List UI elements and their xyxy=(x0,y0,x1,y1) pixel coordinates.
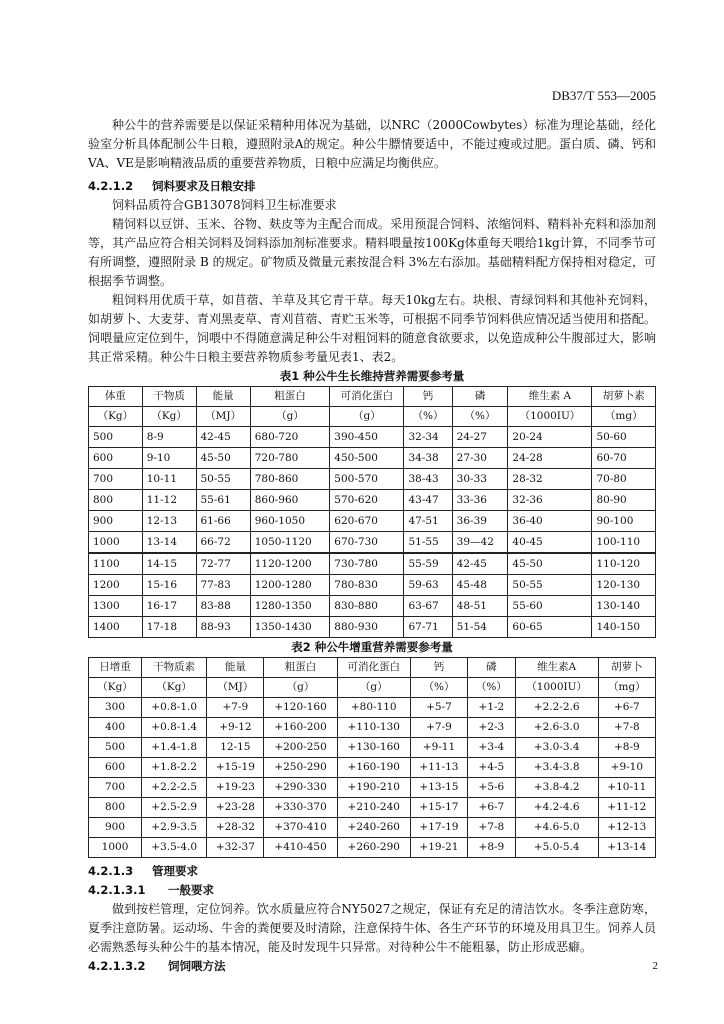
table-cell: 55-61 xyxy=(196,490,250,511)
table-cell: +13-15 xyxy=(410,778,467,798)
table-cell: 24-28 xyxy=(508,448,592,469)
heading-text: 饲料要求及日粮安排 xyxy=(152,179,256,193)
table-cell: 88-93 xyxy=(196,617,250,638)
table-cell: +410-450 xyxy=(264,838,337,858)
table-cell: +19-23 xyxy=(207,778,264,798)
table-cell: 61-66 xyxy=(196,511,250,532)
table-cell: +5-6 xyxy=(468,778,516,798)
table-cell: 20-24 xyxy=(508,427,592,448)
table-cell: 600 xyxy=(89,758,142,778)
table-cell: 800 xyxy=(89,798,142,818)
table1-header-row xyxy=(89,387,656,407)
table-cell: +6-7 xyxy=(468,798,516,818)
table-cell: +7-8 xyxy=(598,718,655,738)
table-maintenance-nutrition xyxy=(88,386,656,638)
table-cell: 130-140 xyxy=(592,596,656,617)
table-cell: +0.8-1.0 xyxy=(142,698,207,718)
table-cell: 1000 xyxy=(89,838,142,858)
column-unit: （%） xyxy=(410,678,467,698)
table-row xyxy=(89,575,656,596)
table-cell: +3-4 xyxy=(468,738,516,758)
table-cell: 1200-1280 xyxy=(250,575,330,596)
table-row xyxy=(89,448,656,469)
table-cell: 110-120 xyxy=(592,553,656,575)
heading-feed-requirements xyxy=(88,177,656,196)
table-cell: 17-18 xyxy=(142,617,196,638)
table-cell: +2.5-2.9 xyxy=(142,798,207,818)
table-cell: +11-13 xyxy=(410,758,467,778)
table2-caption: 表2 种公牛增重营养需要参考量 xyxy=(291,640,453,654)
table1-caption: 表1 种公牛生长维持营养需要参考量 xyxy=(279,369,465,383)
table-cell: 15-16 xyxy=(142,575,196,596)
table-cell: 66-72 xyxy=(196,532,250,554)
table-cell: 390-450 xyxy=(330,427,404,448)
table-cell: +15-17 xyxy=(410,798,467,818)
table-row xyxy=(89,553,656,575)
column-unit: （MJ） xyxy=(196,407,250,427)
table-cell: +210-240 xyxy=(337,798,410,818)
table-cell: 1120-1200 xyxy=(250,553,330,575)
table-cell: +2.2-2.6 xyxy=(515,698,598,718)
standard-code: DB37/T 553—2005 xyxy=(551,88,656,103)
column-header: 胡萝卜素 xyxy=(592,387,656,407)
table-cell: +6-7 xyxy=(598,698,655,718)
table-row xyxy=(89,596,656,617)
table-cell: 70-80 xyxy=(592,469,656,490)
column-unit: （1000IU） xyxy=(508,407,592,427)
table-cell: 1050-1120 xyxy=(250,532,330,554)
column-unit: （Kg） xyxy=(142,407,196,427)
table-cell: 39—42 xyxy=(452,532,508,554)
table2-units-row xyxy=(89,678,656,698)
table-cell: 34-38 xyxy=(404,448,452,469)
table-cell: 45-50 xyxy=(196,448,250,469)
column-unit: （%） xyxy=(468,678,516,698)
heading-text: 管理要求 xyxy=(152,864,198,878)
table-cell: 620-670 xyxy=(330,511,404,532)
table-cell: 30-33 xyxy=(452,469,508,490)
table-cell: 500 xyxy=(89,738,142,758)
table-cell: +0.8-1.4 xyxy=(142,718,207,738)
table-cell: 960-1050 xyxy=(250,511,330,532)
heading-number: 4.2.1.2 xyxy=(88,179,134,193)
table-cell: +5.0-5.4 xyxy=(515,838,598,858)
table-cell: 67-71 xyxy=(404,617,452,638)
table-cell: +23-28 xyxy=(207,798,264,818)
table-cell: 800 xyxy=(89,490,143,511)
table-cell: 60-65 xyxy=(508,617,592,638)
paragraph-feed-quality: 饲料品质符合GB13078饲料卫生标准要求 xyxy=(112,198,337,212)
table-cell: +240-260 xyxy=(337,818,410,838)
table-cell: 730-780 xyxy=(330,553,404,575)
column-header: 干物质 xyxy=(142,387,196,407)
table-cell: +7-9 xyxy=(410,718,467,738)
table-row xyxy=(89,798,656,818)
table-cell: 55-59 xyxy=(404,553,452,575)
column-unit: （mg） xyxy=(592,407,656,427)
table-cell: 42-45 xyxy=(196,427,250,448)
table-cell: 50-55 xyxy=(508,575,592,596)
table-cell: 680-720 xyxy=(250,427,330,448)
table-row xyxy=(89,469,656,490)
column-unit: （g） xyxy=(337,678,410,698)
table-cell: 900 xyxy=(89,818,142,838)
table-cell: 500-570 xyxy=(330,469,404,490)
table-cell: 11-12 xyxy=(142,490,196,511)
table-cell: 900 xyxy=(89,511,143,532)
page-number: 2 xyxy=(652,960,658,972)
column-header: 维生素A xyxy=(515,658,598,678)
table-cell: 36-40 xyxy=(508,511,592,532)
paragraph-concentrate: 精饲料以豆饼、玉米、谷物、麸皮等为主配合而成。采用预混合饲料、浓缩饲料、精料补充料和添加剂等，其产品应符合相关饲料及饲料添加剂标准要求。精料喂量按100Kg体重每天喂给1kg计算，不同季节可有所调整，遵照附录 B 的规定。矿物质及微量元素按混合料 3%左右添加。基础精料配方保持相对稳定，可根据季节调整。 xyxy=(88,217,656,288)
table-cell: 400 xyxy=(89,718,142,738)
table-cell: 28-32 xyxy=(508,469,592,490)
column-unit: （%） xyxy=(452,407,508,427)
column-unit: （%） xyxy=(404,407,452,427)
table-cell: +3.5-4.0 xyxy=(142,838,207,858)
table-row xyxy=(89,617,656,638)
column-header: 钙 xyxy=(410,658,467,678)
column-unit: （MJ） xyxy=(207,678,264,698)
table-cell: +160-190 xyxy=(337,758,410,778)
table-row xyxy=(89,427,656,448)
table-cell: 450-500 xyxy=(330,448,404,469)
table-cell: 32-34 xyxy=(404,427,452,448)
column-header: 粗蛋白 xyxy=(250,387,330,407)
table-cell: 90-100 xyxy=(592,511,656,532)
column-header: 粗蛋白 xyxy=(264,658,337,678)
table-cell: +110-130 xyxy=(337,718,410,738)
table-cell: 1350-1430 xyxy=(250,617,330,638)
column-unit: （Kg） xyxy=(142,678,207,698)
table-row xyxy=(89,511,656,532)
table-cell: +7-8 xyxy=(468,818,516,838)
table-cell: +8-9 xyxy=(468,838,516,858)
heading-general-requirements xyxy=(88,881,656,900)
table-cell: +8-9 xyxy=(598,738,655,758)
table-cell: 63-67 xyxy=(404,596,452,617)
table-cell: 8-9 xyxy=(142,427,196,448)
table-row xyxy=(89,778,656,798)
table-cell: +11-12 xyxy=(598,798,655,818)
table-cell: 33-36 xyxy=(452,490,508,511)
table-cell: 59-63 xyxy=(404,575,452,596)
table-row xyxy=(89,718,656,738)
table-cell: 51-55 xyxy=(404,532,452,554)
column-header: 可消化蛋白 xyxy=(330,387,404,407)
column-header: 干物质素 xyxy=(142,658,207,678)
table-cell: +120-160 xyxy=(264,698,337,718)
heading-feeding-method xyxy=(88,957,656,976)
table-cell: 120-130 xyxy=(592,575,656,596)
table-cell: 1300 xyxy=(89,596,143,617)
table-cell: 10-11 xyxy=(142,469,196,490)
table-cell: +260-290 xyxy=(337,838,410,858)
heading-management xyxy=(88,862,656,881)
table-cell: +3.8-4.2 xyxy=(515,778,598,798)
table-cell: 50-55 xyxy=(196,469,250,490)
heading-text: 一般要求 xyxy=(168,883,214,897)
table-cell: +10-11 xyxy=(598,778,655,798)
table-cell: +4.6-5.0 xyxy=(515,818,598,838)
column-unit: （mg） xyxy=(598,678,655,698)
table-cell: 780-830 xyxy=(330,575,404,596)
table-cell: +2.6-3.0 xyxy=(515,718,598,738)
table-cell: 600 xyxy=(89,448,143,469)
table-cell: 700 xyxy=(89,469,143,490)
table-cell: 55-60 xyxy=(508,596,592,617)
column-header: 能量 xyxy=(196,387,250,407)
table-cell: +19-21 xyxy=(410,838,467,858)
table-cell: 77-83 xyxy=(196,575,250,596)
table-cell: +2.9-3.5 xyxy=(142,818,207,838)
table-cell: 50-60 xyxy=(592,427,656,448)
table-cell: 570-620 xyxy=(330,490,404,511)
table-cell: +28-32 xyxy=(207,818,264,838)
table-cell: +12-13 xyxy=(598,818,655,838)
table-cell: +160-200 xyxy=(264,718,337,738)
table-cell: 100-110 xyxy=(592,532,656,554)
table-cell: +4-5 xyxy=(468,758,516,778)
table-cell: 42-45 xyxy=(452,553,508,575)
paragraph-management: 做到按栏管理，定位饲养。饮水质量应符合NY5027之规定，保证有充足的清洁饮水。冬季注意防寒，夏季注意防暑。运动场、牛舍的粪便要及时清除，注意保持牛体、各生产环节的环境及用具卫生。饲养人员必需熟悉每头种公牛的基本情况，能及时发现牛只异常。对待种公牛不能粗暴，防止形成恶癖。 xyxy=(88,902,656,954)
heading-number: 4.2.1.3 xyxy=(88,864,134,878)
column-unit: （1000IU） xyxy=(515,678,598,698)
table-row xyxy=(89,818,656,838)
table-cell: 720-780 xyxy=(250,448,330,469)
column-header: 体重 xyxy=(89,387,143,407)
table-cell: 140-150 xyxy=(592,617,656,638)
table-cell: +330-370 xyxy=(264,798,337,818)
table-cell: 43-47 xyxy=(404,490,452,511)
table-cell: +250-290 xyxy=(264,758,337,778)
table-cell: +17-19 xyxy=(410,818,467,838)
table-cell: +1.4-1.8 xyxy=(142,738,207,758)
table-cell: +190-210 xyxy=(337,778,410,798)
table-cell: 860-960 xyxy=(250,490,330,511)
table-cell: 27-30 xyxy=(452,448,508,469)
table-cell: 670-730 xyxy=(330,532,404,554)
table-row xyxy=(89,738,656,758)
table1-units-row xyxy=(89,407,656,427)
table-cell: 500 xyxy=(89,427,143,448)
table-cell: 45-50 xyxy=(508,553,592,575)
table-cell: 14-15 xyxy=(142,553,196,575)
table-cell: +2-3 xyxy=(468,718,516,738)
table2-header-row xyxy=(89,658,656,678)
table-cell: 32-36 xyxy=(508,490,592,511)
table-cell: 36-39 xyxy=(452,511,508,532)
column-unit: （g） xyxy=(264,678,337,698)
table-cell: 48-51 xyxy=(452,596,508,617)
table-cell: +290-330 xyxy=(264,778,337,798)
table-row xyxy=(89,698,656,718)
table-cell: 16-17 xyxy=(142,596,196,617)
table-cell: 80-90 xyxy=(592,490,656,511)
column-header: 可消化蛋白 xyxy=(337,658,410,678)
column-header: 钙 xyxy=(404,387,452,407)
table-cell: 700 xyxy=(89,778,142,798)
table-cell: 1280-1350 xyxy=(250,596,330,617)
table-cell: +1.8-2.2 xyxy=(142,758,207,778)
table-cell: 60-70 xyxy=(592,448,656,469)
table-cell: +3.4-3.8 xyxy=(515,758,598,778)
column-header: 磷 xyxy=(468,658,516,678)
table-cell: 24-27 xyxy=(452,427,508,448)
table-cell: 880-930 xyxy=(330,617,404,638)
table-cell: 300 xyxy=(89,698,142,718)
table-cell: 1000 xyxy=(89,532,143,554)
column-header: 日增重 xyxy=(89,658,142,678)
table-row xyxy=(89,758,656,778)
table-cell: +370-410 xyxy=(264,818,337,838)
paragraph-intro: 种公牛的营养需要是以保证采精种用体况为基础，以NRC（2000Cowbytes）标准为理论基础，经化验室分析具体配制公牛日粮，遵照附录A的规定。种公牛膘情要适中，不能过瘦或过肥。蛋白质、磷、钙和VA、VE是影响精液品质的重要营养物质，日粮中应满足均衡供应。 xyxy=(88,118,656,170)
column-header: 维生素 A xyxy=(508,387,592,407)
heading-text: 饲饲喂方法 xyxy=(168,959,226,973)
table-weight-gain-nutrition xyxy=(88,657,656,858)
table-cell: 12-13 xyxy=(142,511,196,532)
column-unit: （Kg） xyxy=(89,678,142,698)
table-row xyxy=(89,490,656,511)
column-header: 胡萝卜 xyxy=(598,658,655,678)
table-cell: 780-860 xyxy=(250,469,330,490)
paragraph-roughage: 粗饲料用优质干草，如苜蓿、羊草及其它青干草。每天10kg左右。块根、青绿饲料和其他补充饲料，如胡萝卜、大麦芽、青刈黑麦草、青刈苜蓿、青贮玉米等，可根据不同季节饲料供应情况适当使用和搭配。饲喂量应定位到牛，饲喂中不得随意满足种公牛对粗饲料的随意食欲要求，以免造成种公牛腹部过大，影响其正常采精。种公牛日粮主要营养物质参考量见表1、表2。 xyxy=(88,293,656,364)
table-cell: 1200 xyxy=(89,575,143,596)
table-row xyxy=(89,838,656,858)
table-cell: +32-37 xyxy=(207,838,264,858)
table-cell: 40-45 xyxy=(508,532,592,554)
table-cell: 45-48 xyxy=(452,575,508,596)
table-cell: 72-77 xyxy=(196,553,250,575)
table-cell: +9-12 xyxy=(207,718,264,738)
table-cell: 51-54 xyxy=(452,617,508,638)
table-cell: +1-2 xyxy=(468,698,516,718)
table-cell: 83-88 xyxy=(196,596,250,617)
table-cell: +7-9 xyxy=(207,698,264,718)
table-cell: +200-250 xyxy=(264,738,337,758)
table-cell: +4.2-4.6 xyxy=(515,798,598,818)
table-cell: 9-10 xyxy=(142,448,196,469)
table-cell: 1100 xyxy=(89,553,143,575)
table-cell: 830-880 xyxy=(330,596,404,617)
column-unit: （Kg） xyxy=(89,407,143,427)
table-cell: 12-15 xyxy=(207,738,264,758)
table-cell: +2.2-2.5 xyxy=(142,778,207,798)
table-cell: +13-14 xyxy=(598,838,655,858)
table-cell: +5-7 xyxy=(410,698,467,718)
table-cell: +9-11 xyxy=(410,738,467,758)
table-cell: +3.0-3.4 xyxy=(515,738,598,758)
table-cell: 47-51 xyxy=(404,511,452,532)
table-cell: 38-43 xyxy=(404,469,452,490)
table-cell: 1400 xyxy=(89,617,143,638)
table-row xyxy=(89,532,656,554)
table-cell: +9-10 xyxy=(598,758,655,778)
table-cell: +130-160 xyxy=(337,738,410,758)
table-cell: +15-19 xyxy=(207,758,264,778)
heading-number: 4.2.1.3.1 xyxy=(88,883,146,897)
table-cell: 13-14 xyxy=(142,532,196,554)
column-unit: （g） xyxy=(250,407,330,427)
column-header: 磷 xyxy=(452,387,508,407)
table-cell: +80-110 xyxy=(337,698,410,718)
column-unit: （g） xyxy=(330,407,404,427)
column-header: 能量 xyxy=(207,658,264,678)
heading-number: 4.2.1.3.2 xyxy=(88,959,146,973)
page-body xyxy=(88,116,656,976)
